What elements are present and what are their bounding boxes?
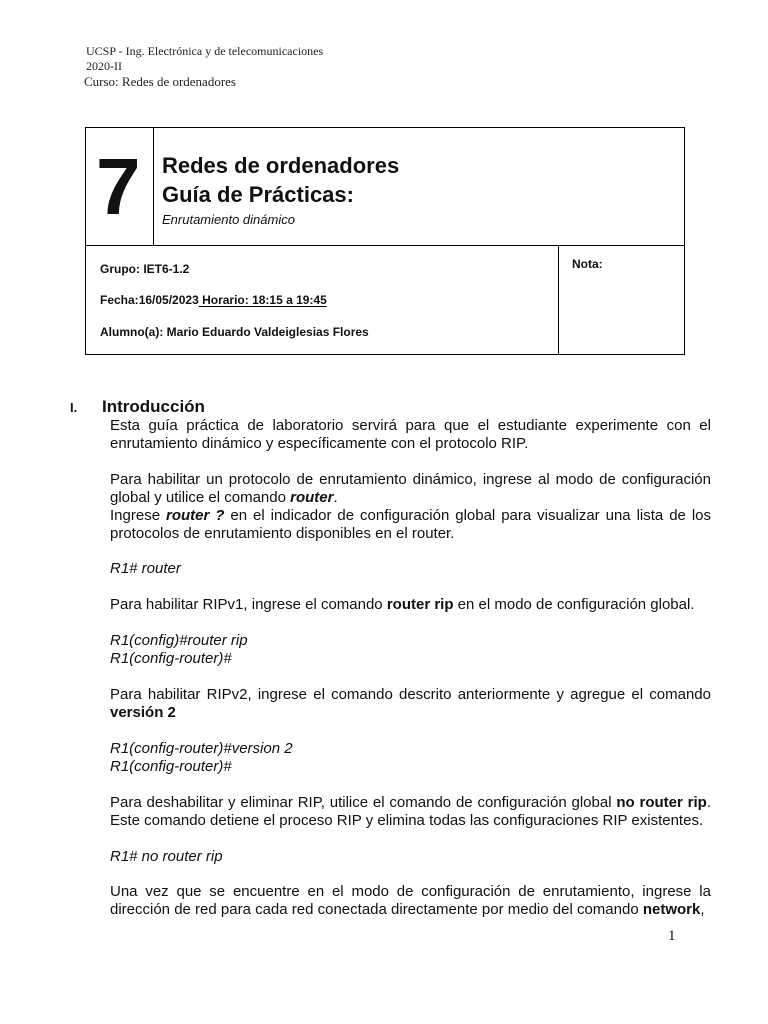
paragraph-router-help: Ingrese router ? en el indicador de configuración global para visualizar una lista de los protocolos de enrutamiento disponibles en el router. <box>110 507 712 542</box>
paragraph-enable-protocol: Para habilitar un protocolo de enrutamiento dinámico, ingrese al modo de configuración global y utilice el comando router. <box>110 471 711 506</box>
horario-value: Horario: 18:15 a 19:45 <box>198 293 327 307</box>
keyword-router-rip: router rip <box>386 596 454 613</box>
paragraph-ripv2: Para habilitar RIPv2, ingrese el comando descrito anteriormente y agregue el comando versión 2 <box>110 686 711 721</box>
doc-title: Redes de ordenadores <box>162 153 400 178</box>
grupo-field: Grupo: IET6-1.2 <box>100 262 190 276</box>
keyword-router-help: router ? <box>165 507 225 524</box>
page-number: 1 <box>668 928 676 944</box>
doc-subtitle: Guía de Prácticas: <box>162 182 354 207</box>
paragraph-ripv1: Para habilitar RIPv1, ingrese el comando router rip en el modo de configuración global. <box>110 596 695 613</box>
alumno-field: Alumno(a): Mario Eduardo Valdeiglesias Flores <box>100 325 369 339</box>
command-config-router-prompt-2: R1(config-router)# <box>110 758 232 775</box>
keyword-router: router <box>290 489 334 506</box>
command-no-router-rip: R1# no router rip <box>110 848 223 865</box>
keyword-version-2: versión 2 <box>110 704 176 721</box>
command-config-router-rip: R1(config)#router rip <box>110 632 248 649</box>
paragraph-disable-rip: Para deshabilitar y eliminar RIP, utilice el comando de configuración global no router rip. Este comando detiene el proceso RIP y elimina todas las configuraciones RIP existentes. <box>110 794 712 829</box>
fecha-label: Fecha: <box>100 293 139 307</box>
header-semester: 2020-II <box>86 59 122 73</box>
fecha-value: 16/05/2023 <box>138 293 199 307</box>
box-divider-horizontal <box>86 245 684 246</box>
section-title: Introducción <box>102 397 205 416</box>
command-router: R1# router <box>110 560 181 577</box>
box-divider-vertical <box>558 245 559 355</box>
keyword-network: network <box>642 901 701 918</box>
keyword-no-router-rip: no router rip <box>616 794 707 811</box>
paragraph-network: Una vez que se encuentre en el modo de configuración de enrutamiento, ingrese la dirección de red para cada red conectada directamente por medio del comando network, <box>110 883 711 918</box>
header-course: Curso: Redes de ordenadores <box>84 74 236 89</box>
fecha-field <box>100 293 327 307</box>
nota-field: Nota: <box>572 257 603 271</box>
command-version-2: R1(config-router)#version 2 <box>110 740 293 757</box>
title-box <box>85 127 685 355</box>
doc-topic: Enrutamiento dinámico <box>162 212 295 227</box>
section-number: I. <box>70 400 78 415</box>
guide-number-cell <box>86 128 154 245</box>
command-config-router-prompt: R1(config-router)# <box>110 650 232 667</box>
guide-number: 7 <box>96 142 141 231</box>
paragraph-intro: Esta guía práctica de laboratorio servirá para que el estudiante experimente con el enrutamiento dinámico y específicamente con el protocolo RIP. <box>110 417 711 452</box>
header-institution: UCSP - Ing. Electrónica y de telecomunicaciones <box>86 44 324 58</box>
